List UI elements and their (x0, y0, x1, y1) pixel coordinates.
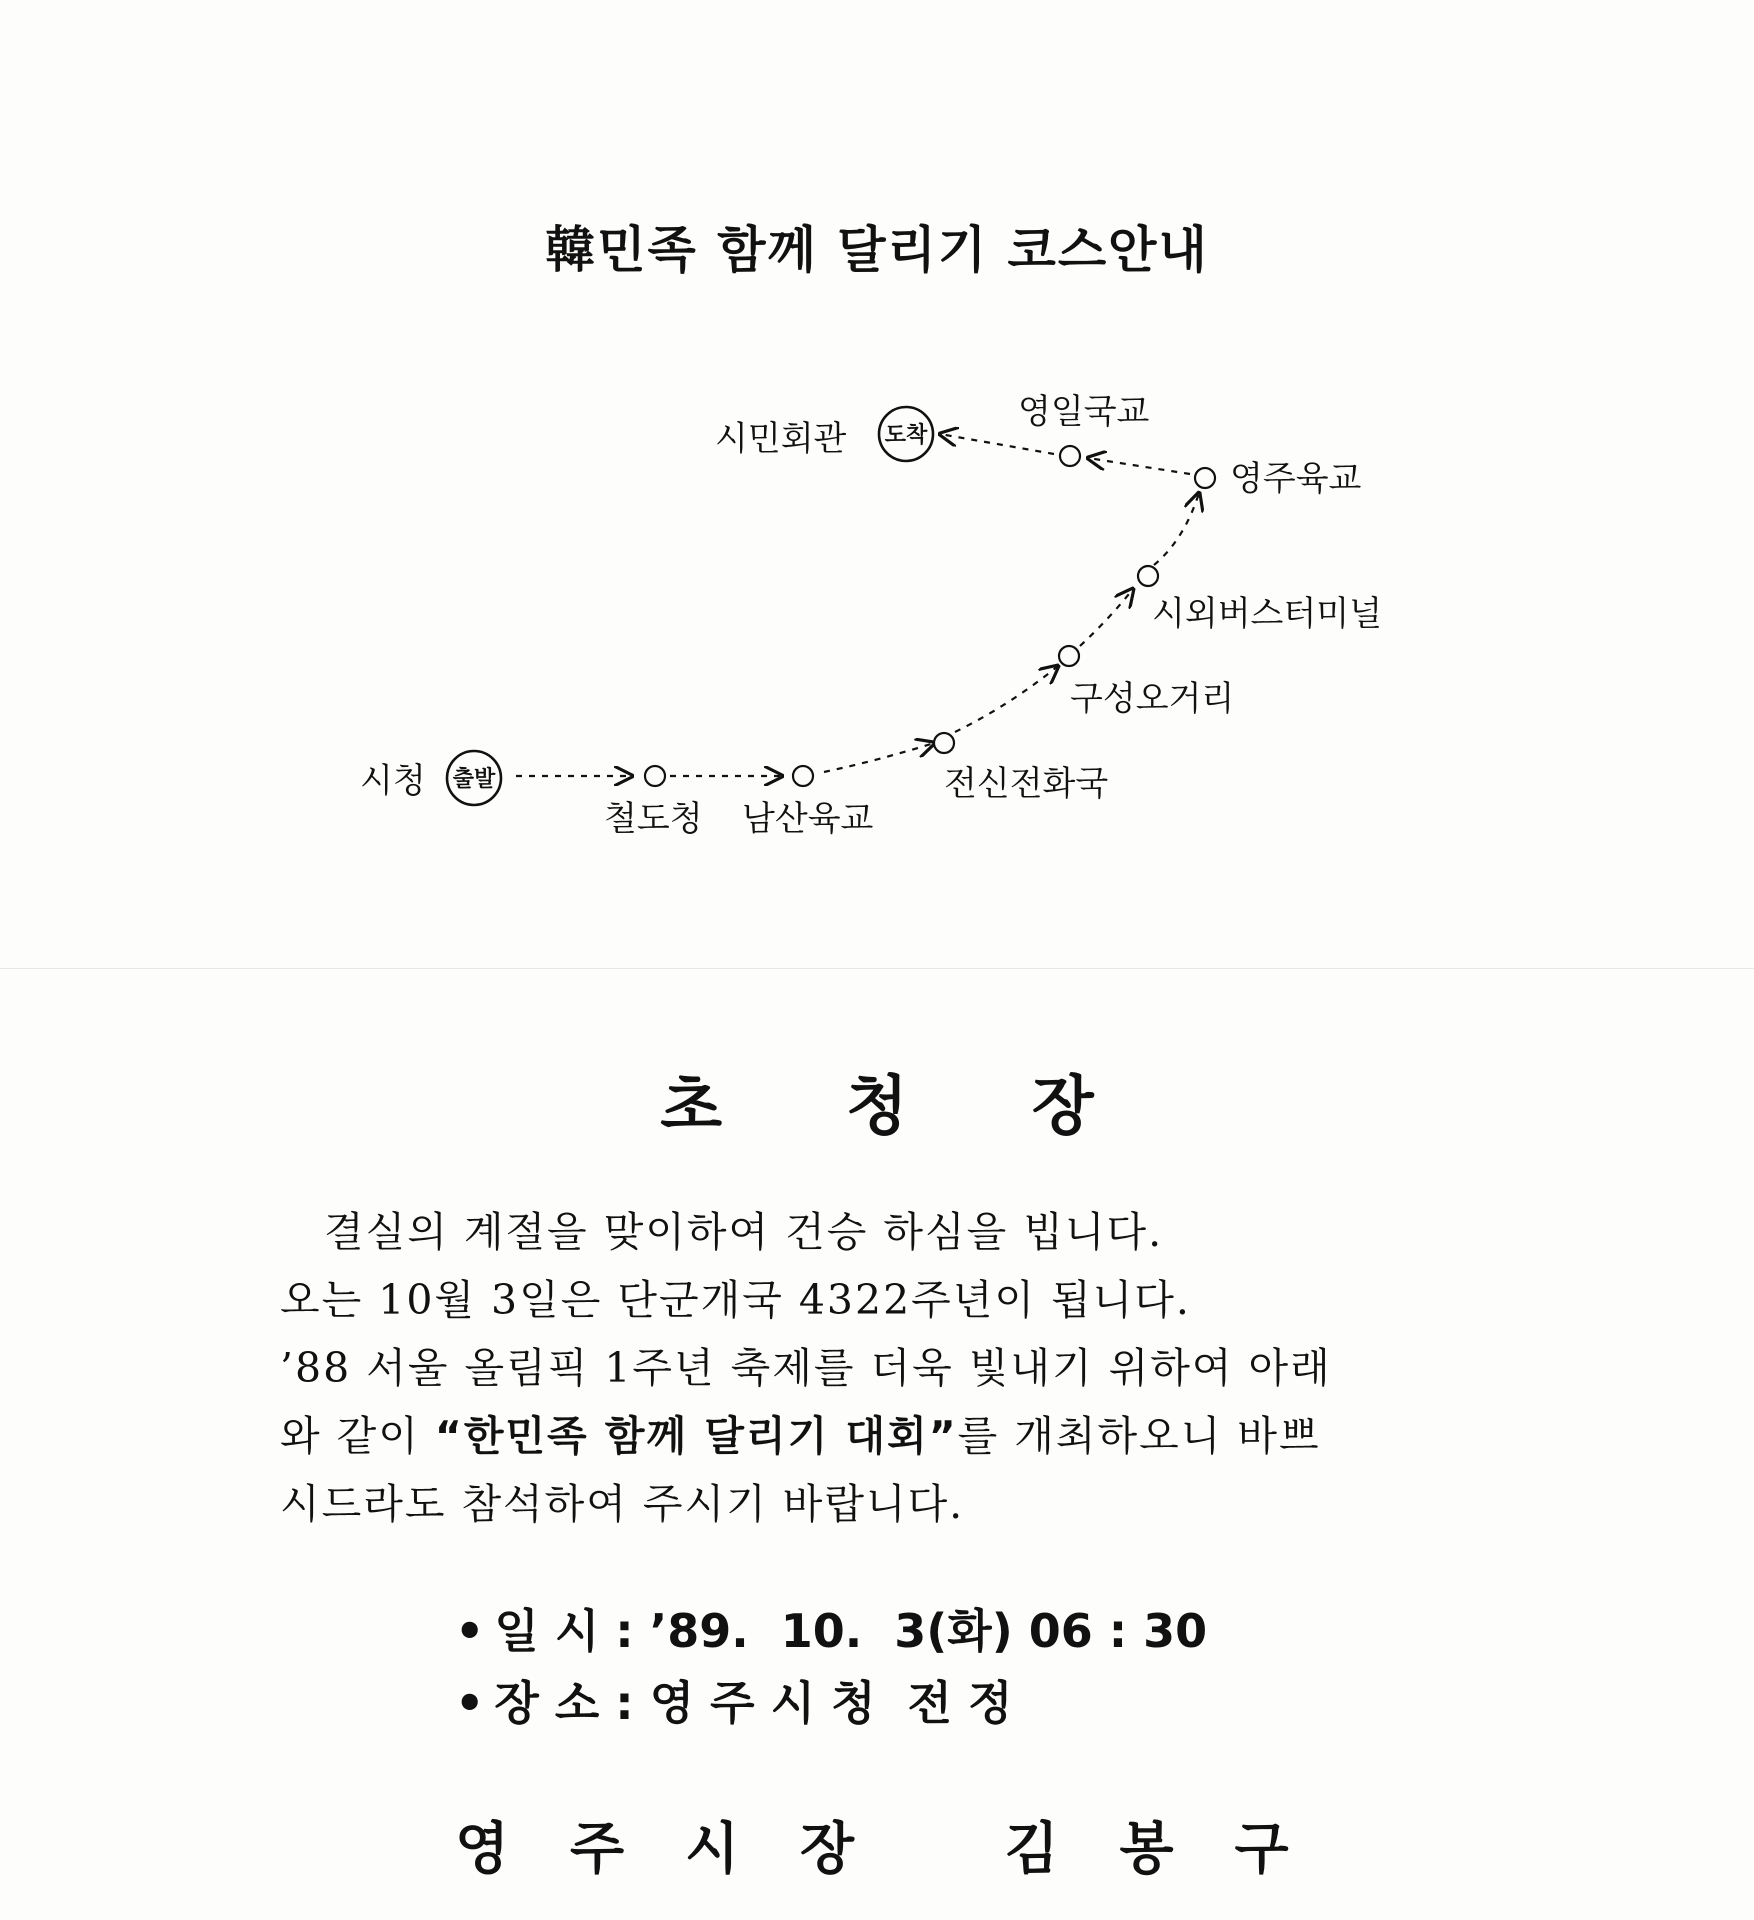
route-segment (940, 434, 1054, 454)
body-line (280, 1402, 1480, 1470)
date-label: 일 시 : (494, 1604, 634, 1658)
signer-name (1005, 1805, 1350, 1885)
event-name: “한민족 함께 달리기 대회” (434, 1412, 958, 1460)
signer-title-char: 시 (685, 1816, 740, 1882)
invitation-title-char: 장 (1031, 1069, 1094, 1144)
stop-label-guseong-junction: 구성오거리 (1070, 679, 1235, 719)
route-segment (824, 743, 934, 772)
stop-marker (1059, 646, 1079, 666)
stop-marker (1138, 566, 1158, 586)
course-map (0, 360, 1754, 880)
route-segment (955, 666, 1058, 732)
place-label: 장 소 : (494, 1676, 634, 1730)
date-row (455, 1595, 1207, 1667)
stop-label-yeongil-school: 영일국교 (1018, 392, 1150, 432)
event-details (455, 1595, 1207, 1739)
body-line: 결실의 계절을 맞이하여 건승 하심을 빕니다. (324, 1208, 1164, 1256)
stop-label-civic-hall: 시민회관 (715, 419, 847, 459)
body-line: 오는 10월 3일은 단군개국 4322주년이 됩니다. (280, 1276, 1191, 1324)
stop-marker (793, 766, 813, 786)
route-lines (516, 434, 1199, 776)
svg-text:도착: 도착 (884, 423, 928, 448)
body-line: ’88 서울 올림픽 1주년 축제를 더욱 빛내기 위하여 아래 (280, 1344, 1332, 1392)
bullet: • (455, 1604, 485, 1658)
body-line-pre: 와 같이 (280, 1412, 435, 1460)
stop-label-namsan-school: 남산육교 (742, 799, 874, 839)
route-segment (1088, 458, 1190, 474)
fold-line (0, 968, 1754, 969)
signer-name-char: 봉 (1119, 1816, 1174, 1882)
signer-title-char: 장 (800, 1816, 855, 1882)
stop-marker (1060, 446, 1080, 466)
signer (455, 1805, 1350, 1885)
invitation-body (280, 1198, 1480, 1538)
stop-label-railroad-office: 철도청 (604, 799, 703, 839)
stop-label-city-hall: 시청 (360, 761, 426, 801)
date-value: ’89. 10. 3(화) 06 : 30 (649, 1604, 1208, 1658)
stop-marker (1195, 468, 1215, 488)
signer-title-char: 주 (570, 1816, 625, 1882)
end-badge (879, 407, 933, 461)
stop-label-telecom-office: 전신전화국 (944, 764, 1109, 804)
invitation-title-char: 청 (846, 1069, 908, 1144)
body-line: 시드라도 참석하여 주시기 바랍니다. (280, 1480, 965, 1528)
invitation-title (0, 1055, 1754, 1147)
signer-title (455, 1805, 915, 1885)
stop-label-bus-terminal: 시외버스터미널 (1152, 594, 1382, 634)
stop-markers (645, 446, 1215, 786)
body-line-post: 를 개최하오니 바쁘 (957, 1412, 1321, 1460)
signer-name-char: 김 (1004, 1816, 1059, 1882)
signer-title-char: 영 (455, 1816, 510, 1882)
invitation-title-char: 초 (660, 1069, 723, 1144)
start-badge (447, 751, 501, 805)
svg-text:출발: 출발 (452, 767, 496, 792)
route-segment (1154, 493, 1199, 565)
stop-marker (645, 766, 665, 786)
bullet: • (455, 1676, 485, 1730)
route-segment (1080, 589, 1133, 646)
stop-label-yeongju-school: 영주육교 (1230, 459, 1362, 499)
signer-name-char: 구 (1234, 1816, 1289, 1882)
place-row (455, 1667, 1207, 1739)
place-value: 영 주 시 청 전 정 (649, 1676, 1013, 1730)
stop-marker (934, 733, 954, 753)
course-title: 韓민족 함께 달리기 코스안내 (545, 221, 1209, 279)
